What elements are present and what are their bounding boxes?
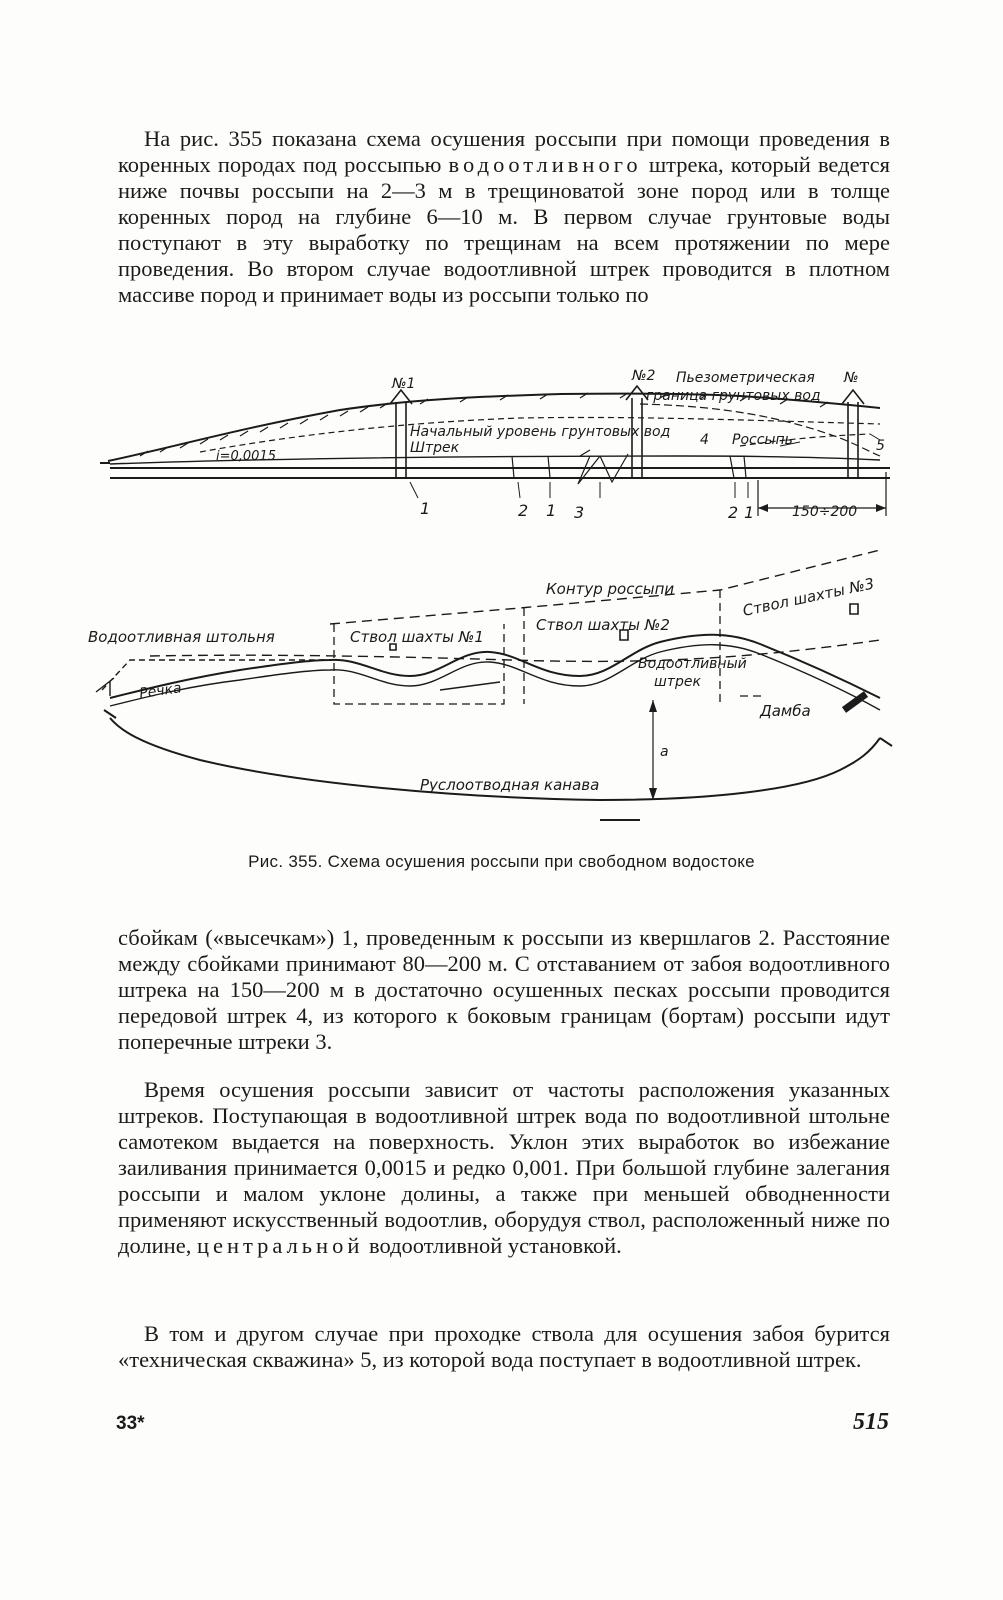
label-initial-water-level: Начальный уровень грунтовых вод bbox=[410, 424, 671, 440]
label-drain-shtrek-1: Водоотливный bbox=[638, 656, 747, 672]
paragraph-3-spaced-term: центральной bbox=[196, 1233, 364, 1258]
label-shaft-2: Ствол шахты №2 bbox=[536, 616, 670, 634]
label-shtrek: Штрек bbox=[410, 440, 460, 456]
label-bottom-1c: 1 bbox=[744, 503, 755, 522]
label-bottom-1b: 1 bbox=[546, 501, 557, 520]
label-damba: Дамба bbox=[760, 702, 811, 720]
paragraph-1 bbox=[118, 126, 890, 308]
paragraph-3-text-a: Время осушения россыпи зависит от частоты расположения указанных штреков. Поступающая в водоотливной штрек вода по водоотливной штольне самотеком выдается на поверхность. Уклон этих выработок во избежание заиливания принимается 0,0015 и редко 0,001. При большой глубине залегания россыпи и малом уклоне долины, а также при меньшей обводненности применяют искусственный водоотлив, оборудуя ствол, расположенный ниже по долине, bbox=[118, 1077, 890, 1258]
label-a: а bbox=[660, 744, 669, 760]
signature-mark: 33* bbox=[116, 1413, 145, 1434]
label-shaft-n1: №1 bbox=[392, 376, 416, 392]
paragraph-3 bbox=[118, 1077, 890, 1259]
label-num-5: 5 bbox=[876, 438, 885, 454]
label-shtolnya: Водоотливная штольня bbox=[88, 628, 275, 646]
label-kanava: Руслоотводная канава bbox=[420, 776, 600, 794]
label-rossyp: Россыпь bbox=[732, 432, 793, 448]
label-num-4: 4 bbox=[700, 432, 709, 448]
figure-355 bbox=[80, 360, 910, 840]
label-bottom-2a: 2 bbox=[518, 501, 529, 520]
paragraph-4 bbox=[118, 1321, 890, 1373]
page-number: 515 bbox=[853, 1409, 889, 1435]
label-drain-shtrek-2: штрек bbox=[654, 674, 701, 690]
label-bottom-1a: 1 bbox=[420, 499, 431, 518]
label-rechka: Речка bbox=[138, 680, 183, 702]
label-shaft-n2: №2 bbox=[632, 368, 656, 384]
label-piezometric-1: Пьезометрическая bbox=[676, 370, 815, 386]
paragraph-2: сбойкам («высечкам») 1, проведенным к россыпи из квершлагов 2. Расстояние между сбойками принимают 80—200 м. С отставанием от забоя водоотливного штрека на 150—200 м в достаточно осушенных песках россыпи проводится передовой штрек 4, из которого к боковым границам (бортам) россыпи идут поперечные штреки 3. bbox=[118, 925, 890, 1054]
label-distance: 150÷200 bbox=[792, 504, 858, 520]
label-shaft-1: Ствол шахты №1 bbox=[350, 628, 484, 646]
label-slope: i=0,0015 bbox=[216, 449, 276, 464]
figure-caption: Рис. 355. Схема осушения россыпи при свободном водостоке bbox=[248, 852, 755, 871]
paragraph-3-text-b: водоотливной установкой. bbox=[363, 1233, 622, 1258]
label-shaft-3: Ствол шахты №3 bbox=[741, 574, 876, 620]
label-bottom-3: 3 bbox=[574, 503, 585, 522]
paragraph-1-text-a: На рис. 355 показана схема осушения россыпи при помощи проведения в коренных породах под россыпью bbox=[118, 126, 890, 177]
paragraph-1-text-b: штрека, который ведется ниже почвы россыпи на 2—3 м в трещиноватой зоне пород или в толще коренных пород на глубине 6—10 м. В первом случае грунтовые воды поступают в эту выработку по трещинам на всем протяжении по мере проведения. Во втором случае водоотливной штрек проводится в плотном массиве пород и принимает воды из россыпи только по bbox=[118, 152, 890, 307]
label-contour: Контур россыпи bbox=[546, 580, 675, 598]
paragraph-1-spaced-term: водоотливного bbox=[448, 152, 642, 177]
label-piezometric-2: граница грунтовых вод bbox=[646, 388, 821, 404]
label-bottom-2b: 2 bbox=[728, 503, 739, 522]
label-shaft-n3: № bbox=[844, 370, 859, 386]
paragraph-4-text: В том и другом случае при проходке ствола для осушения забоя бурится «техническая скважина» 5, из которой вода поступает в водоотливной штрек. bbox=[118, 1321, 890, 1372]
